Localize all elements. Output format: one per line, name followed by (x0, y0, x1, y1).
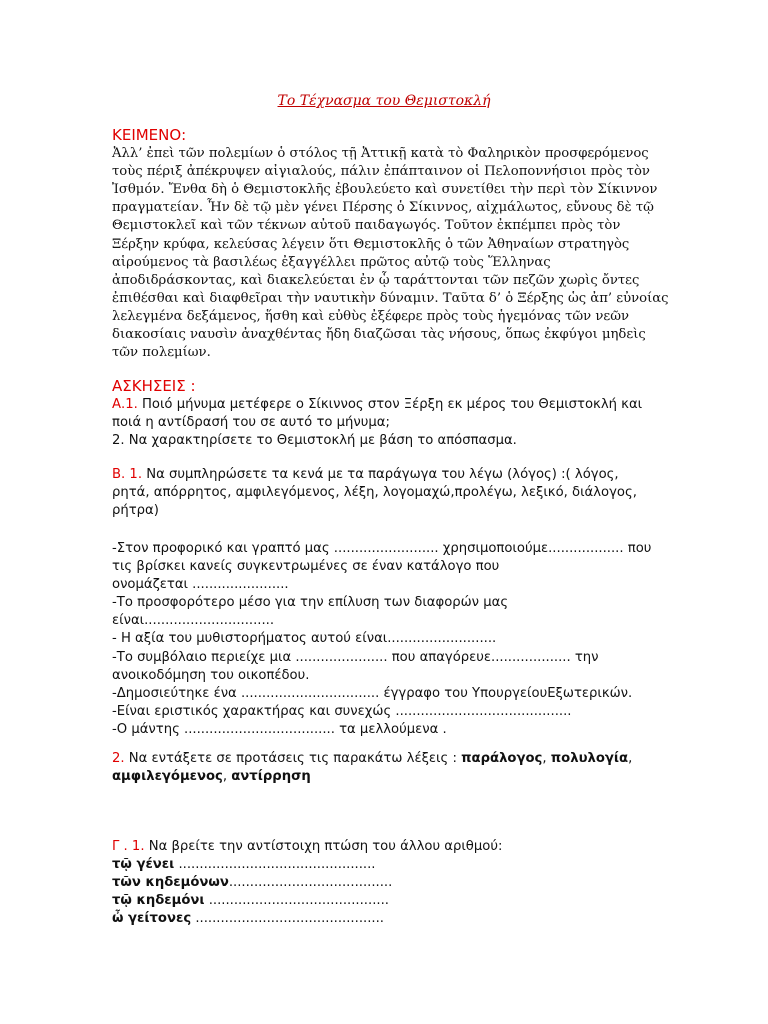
word-amfilegomenos: αμφιλεγόμενος (112, 769, 223, 785)
fill-in-blanks (112, 540, 660, 739)
answer-blank: ............................................. (191, 911, 384, 927)
word-paralogos: παράλογος (461, 751, 543, 766)
text-line: Θεμιστοκλεῖ καὶ τῶν τέκνων αὐτοῦ παιδαγωγός. Τοῦτον ἐκπέμπει πρὸς τὸν (112, 218, 621, 234)
document-title: Το Τέχνασμα του Θεμιστοκλή (277, 93, 491, 109)
text-line: διακοσίαις ναυσὶν ἀναχθέντας ἤδη διαζῶσαι τὰς νήσους, ὅπως ἐκφύγοι μηδεὶς (112, 327, 646, 343)
exercise-a1 (112, 396, 660, 414)
fill-in-line: -Στον προφορικό και γραπτό μας ......................... χρησιμοποιούμε.................. που (112, 541, 652, 556)
exercise-g1-label: Γ . 1. (112, 839, 145, 854)
case-word: τῷ κηδεμόνι (112, 893, 205, 909)
fill-in-line: -Το προσφορότερο μέσο για την επίλυση των διαφορών μας (112, 595, 509, 611)
case-conversion-item (112, 874, 660, 892)
exercise-b1-line: ρητά, απόρρητος, αμφιλεγόμενος, λέξη, λογομαχώ,προλέγω, λεξικό, διάλογος, (112, 485, 637, 501)
fill-in-line: -Είναι εριστικός χαρακτήρας και συνεχώς .......................................... (112, 703, 572, 719)
case-word: ὦ γείτονες (112, 911, 192, 927)
exercise-g1 (112, 838, 660, 928)
fill-in-line: ονομάζεται ....................... (112, 577, 289, 593)
answer-blank: ....................................... (228, 875, 393, 891)
exercises-heading: ΑΣΚΗΣΕΙΣ : (112, 377, 196, 395)
exercise-b2-line: αμφιλεγόμενος, αντίρρηση (112, 769, 311, 785)
fill-in-line: - Η αξία του μυθιστορήματος αυτού είναι.......................... (112, 631, 497, 647)
exercise-b2 (112, 750, 660, 786)
answer-blank: ............................................... (174, 857, 376, 873)
fill-in-line: ανοικοδόμηση του οικοπέδου. (112, 667, 310, 683)
ancient-text-section (112, 126, 669, 362)
fill-in-line: -Το συμβόλαιο περιείχε μια ...................... που απαγόρευε................... την (112, 649, 599, 665)
text-line: ἀποδιδράσκοντας, καὶ διακελεύεται ἐν ᾧ ταράττονται τῶν πεζῶν χωρὶς ὄντες (112, 272, 640, 288)
exercise-b2-label: 2. (112, 751, 125, 766)
exercise-b2-line: 2. Να εντάξετε σε προτάσεις τις παρακάτω λέξεις : παράλογος, πολυλογία, (112, 751, 633, 766)
text-line: τοὺς πέριξ ἀπέκρυψεν αἰγιαλούς, πάλιν ἐπάπταινον οἱ Πελοποννήσιοι πρὸς τὸν (112, 164, 650, 180)
text-line: τῶν πολεμίων. (112, 345, 211, 361)
exercise-b1-text: Να συμπληρώσετε τα κενά με τα παράγωγα του λέγω (λόγος) :( λόγος, (142, 467, 619, 482)
text-heading: ΚΕΙΜΕΝΟ: (112, 126, 187, 144)
exercise-a2: 2. Να χαρακτηρίσετε το Θεμιστοκλή με βάση το απόσπασμα. (112, 433, 517, 449)
fill-in-line: -Δημοσιεύτηκε ένα ................................. έγγραφο του ΥπουργείουΕξωτερικών. (112, 685, 633, 701)
text-line: Ξέρξην κρύφα, κελεύσας λέγειν ὅτι Θεμιστοκλῆς ὁ τῶν Ἀθηναίων στρατηγὸς (112, 236, 630, 252)
fill-in-line: -Ο μάντης .................................... τα μελλούμενα . (112, 721, 447, 737)
exercise-b2-text: Να εντάξετε σε προτάσεις τις παρακάτω λέξεις : (124, 751, 462, 766)
text-line: Ἀλλ’ ἐπεὶ τῶν πολεμίων ὁ στόλος τῇ Ἀττικῇ κατὰ τὸ Φαληρικὸν προσφερόμενος (112, 146, 649, 162)
answer-blank: ........................................... (204, 893, 389, 909)
exercise-g1-line (112, 838, 660, 856)
exercise-a1-continued: ποιά η αντίδρασή του σε αυτό το μήνυμα; (112, 415, 390, 431)
text-line: αἱρούμενος τὰ βασιλέως ἐξαγγέλλει πρῶτος αὐτῷ τοὺς Ἕλληνας (112, 254, 551, 270)
case-word: τῶν κηδεμόνων (112, 875, 229, 891)
text-line: Ἰσθμόν. Ἔνθα δὴ ὁ Θεμιστοκλῆς ἐβουλεύετο καὶ συνετίθει τὴν περὶ τὸν Σίκιννον (112, 182, 658, 198)
exercise-b1-line: ρήτρα) (112, 503, 159, 519)
fill-in-line: είναι............................... (112, 613, 275, 629)
exercise-g1-text: Να βρείτε την αντίστοιχη πτώση του άλλου αριθμού: (144, 839, 503, 854)
exercise-b1-label: Β. 1. (112, 467, 143, 482)
exercise-a1-label: Α.1. (112, 397, 138, 413)
word-antirrisi: αντίρρηση (231, 769, 311, 785)
exercise-a1-text: Ποιό μήνυμα μετέφερε ο Σίκιννος στον Ξέρξη εκ μέρος του Θεμιστοκλή και (137, 397, 643, 413)
ancient-text (112, 145, 669, 362)
case-conversion-item (112, 910, 660, 928)
text-line: λελεγμένα δεξάμενος, ἥσθη καὶ εὐθὺς ἐξέφερε πρὸς τοὺς ἡγεμόνας τῶν νεῶν (112, 308, 629, 324)
exercises-section (112, 377, 660, 450)
case-word: τῷ γένει (112, 857, 175, 873)
exercise-b1 (112, 466, 660, 520)
text-line: ἐπιθέσθαι καὶ διαφθεῖραι τὴν ναυτικὴν δύναμιν. Ταῦτα δ’ ὁ Ξέρξης ὡς ἀπ’ εὐνοίας (112, 290, 669, 306)
case-conversion-item (112, 892, 660, 910)
exercise-b1-line (112, 466, 660, 484)
word-polylogia: πολυλογία (550, 751, 629, 766)
text-line: πραγματείαν. Ἦν δὲ τῷ μὲν γένει Πέρσης ὁ Σίκιννος, αἰχμάλωτος, εὔνους δὲ τῷ (112, 200, 654, 216)
case-conversion-item (112, 856, 660, 874)
fill-in-line: τις βρίσκει κανείς συγκεντρωμένες σε έναν κατάλογο που (112, 559, 500, 575)
case-conversion-list (112, 856, 660, 928)
